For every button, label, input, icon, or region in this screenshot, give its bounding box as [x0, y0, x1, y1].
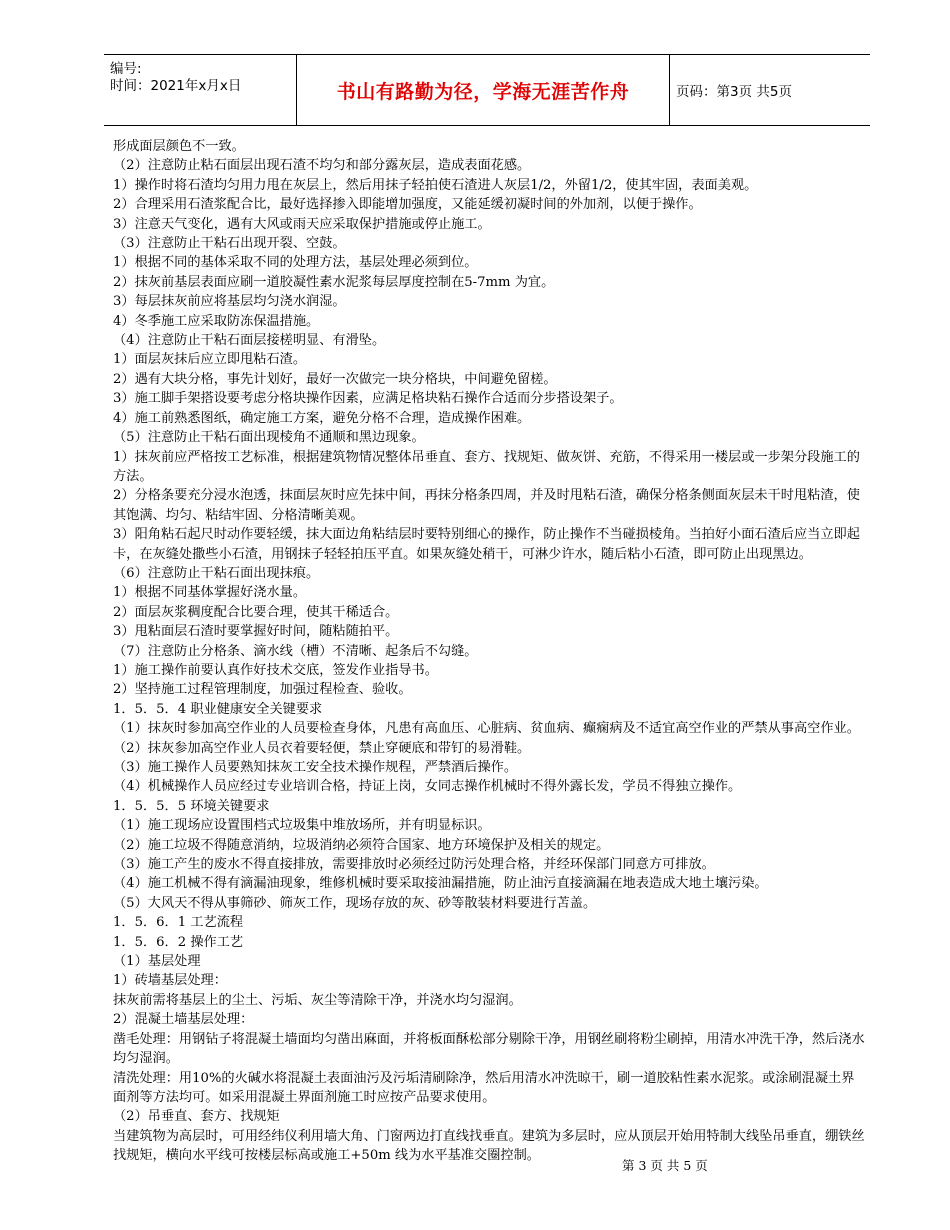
text-line: （4）注意防止干粘石面层接槎明显、有滑坠。: [113, 333, 386, 349]
text-line: （2）施工垃圾不得随意消纳，垃圾消纳必须符合国家、地方环境保护及相关的规定。: [113, 837, 610, 853]
text-line: （3）施工操作人员要熟知抹灰工安全技术操作规程，严禁酒后操作。: [113, 760, 518, 775]
text-line: 3）甩粘面层石渣时要掌握好时间，随粘随拍平。: [113, 624, 399, 640]
text-line: 2）抹灰前基层表面应刷一道胶凝性素水泥浆每层厚度控制在5-7mm 为宜。: [113, 274, 555, 290]
text-line: 3）阳角粘石起尺时动作要轻缓，抹大面边角粘结层时要特别细心的操作，防止操作不当碰损棱角。当拍好小面石渣后应当立即起卡，在灰缝处撒些小石渣，用钢抹子轻轻拍压平直。如果灰缝处稍干，可淋少许水，随后粘小石渣，即可防止出现黑边。: [113, 527, 860, 562]
text-line: （3）施工产生的废水不得直接排放，需要排放时必须经过防污处理合格，并经环保部门同意方可排放。: [113, 857, 715, 873]
text-line: 清洗处理：用10%的火碱水将混凝土表面油污及污垢清刷除净，然后用清水冲洗晾干，刷一道胶粘性素水泥浆。或涂刷混凝土界面剂等方法均可。如采用混凝土界面剂施工时应按产品要求使用。: [113, 1070, 855, 1105]
time-label: 时间：2021年x月x日: [110, 78, 242, 94]
text-line: 当建筑物为高层时，可用经纬仪利用墙大角、门窗两边打直线找垂直。建筑为多层时，应从顶层开始用特制大线坠吊垂直，绷铁丝找规矩，横向水平线可按楼层标高或施工+50m 线为水平基准交圈控制。: [113, 1128, 865, 1164]
text-line: 2）坚持施工过程管理制度，加强过程检查、验收。: [113, 682, 412, 698]
text-line: 凿毛处理：用钢钻子将混凝土墙面均匀凿出麻面，并将板面酥松部分剔除干净，用钢丝刷将粉尘刷掉，用清水冲洗干净，然后浇水均匀湿润。: [113, 1031, 865, 1067]
text-line: 4）冬季施工应采取防冻保温措施。: [113, 313, 320, 329]
text-line: 2）遇有大块分格，事先计划好，最好一次做完一块分格块，中间避免留槎。: [113, 371, 557, 387]
text-line: 1）抹灰前应严格按工艺标准，根据建筑物情况整体吊垂直、套方、找规矩、做灰饼、充筋，不得采用一楼层或一步架分段施工的方法。: [113, 449, 860, 484]
text-line: 3）施工脚手架搭设要考虑分格块操作因素，应满足格块粘石操作合适而分步搭设架子。: [113, 391, 623, 407]
text-line: 2）面层灰浆稠度配合比要合理，使其干稀适合。: [113, 604, 399, 620]
text-line: 2）分格条要充分浸水泡透，抹面层灰时应先抹中间，再抹分格条四周，并及时甩粘石渣，确保分格条侧面灰层未干时甩粘渣，使其饱满、均匀、粘结牢固、分格清晰美观。: [113, 488, 860, 523]
text-line: 1．5．5．4 职业健康安全关键要求: [113, 701, 323, 717]
text-line: （2）抹灰参加高空作业人员衣着要轻便，禁止穿硬底和带钉的易滑鞋。: [113, 740, 531, 756]
text-line: （1）基层处理: [113, 954, 201, 970]
text-line: （5）大风天不得从事筛砂、筛灰工作，现场存放的灰、砂等散装材料要进行苫盖。: [113, 895, 597, 911]
serial-label: 编号:: [110, 61, 142, 77]
text-line: 2）合理采用石渣浆配合比，最好选择掺入即能增加强度，又能延缓初凝时间的外加剂，以便于操作。: [113, 197, 702, 213]
header-meta: [104, 55, 296, 125]
text-line: 抹灰前需将基层上的尘土、污垢、灰尘等清除干净，并浇水均匀湿润。: [113, 992, 522, 1008]
text-line: （1）抹灰时参加高空作业的人员要检查身体，凡患有高血压、心脏病、贫血病、癫痫病及不适宜高空作业的严禁从事高空作业。: [113, 721, 860, 737]
text-line: （3）注意防止干粘石出现开裂、空鼓。: [113, 236, 346, 252]
text-line: （7）注意防止分格条、滴水线（槽）不清晰、起条后不勾缝。: [113, 643, 478, 659]
text-line: 1）施工操作前要认真作好技术交底，签发作业指导书。: [113, 662, 438, 678]
text-line: （2）吊垂直、套方、找规矩: [113, 1109, 280, 1125]
text-line: 1）根据不同基体掌握好浇水量。: [113, 585, 307, 601]
header-motto: 书山有路勤为径，学海无涯苦作舟: [296, 55, 670, 125]
text-line: （6）注意防止干粘石面出现抹痕。: [113, 565, 320, 581]
text-line: 1．5．6．2 操作工艺: [113, 934, 244, 950]
page-footer: 第 3 页 共 5 页: [622, 1158, 708, 1173]
page-header: [104, 54, 870, 126]
text-line: （4）机械操作人员应经过专业培训合格，持证上岗，女同志操作机械时不得外露长发，学员不得独立操作。: [113, 779, 742, 795]
text-line: 2）混凝土墙基层处理：: [113, 1012, 254, 1028]
text-line: （5）注意防止干粘石面出现棱角不通顺和黑边现象。: [113, 430, 425, 446]
text-line: （4）施工机械不得有滴漏油现象，维修机械时要采取接油漏措施，防止油污直接滴漏在地表造成大地土壤污染。: [113, 876, 768, 892]
document-body: [113, 137, 865, 1166]
text-line: 4）施工前熟悉图纸，确定施工方案，避免分格不合理，造成操作困难。: [113, 410, 531, 426]
text-line: 1）操作时将石渣均匀用力甩在灰层上，然后用抹子轻拍使石渣进人灰层1/2，外留1/2，使其牢固，表面美观。: [113, 177, 758, 193]
header-page-info: 页码：第3页 共5页: [676, 84, 792, 100]
text-line: 1．5．6．1 工艺流程: [113, 915, 244, 931]
text-line: 3）每层抹灰前应将基层均匀浇水润湿。: [113, 294, 346, 310]
text-line: 1．5．5．5 环境关键要求: [113, 798, 270, 814]
text-line: 形成面层颜色不一致。: [113, 139, 245, 154]
text-line: （1）施工现场应设置围档式垃圾集中堆放场所，并有明显标识。: [113, 818, 491, 834]
text-line: （2）注意防止粘石面层出现石渣不均匀和部分露灰层，造成表面花感。: [113, 158, 531, 174]
text-line: 1）面层灰抹后应立即甩粘石渣。: [113, 352, 307, 368]
text-line: 3）注意天气变化，遇有大风或雨天应采取保护措施或停止施工。: [113, 216, 491, 232]
text-line: 1）砖墙基层处理：: [113, 973, 227, 989]
text-line: 1）根据不同的基体采取不同的处理方法，基层处理必须到位。: [113, 255, 478, 271]
